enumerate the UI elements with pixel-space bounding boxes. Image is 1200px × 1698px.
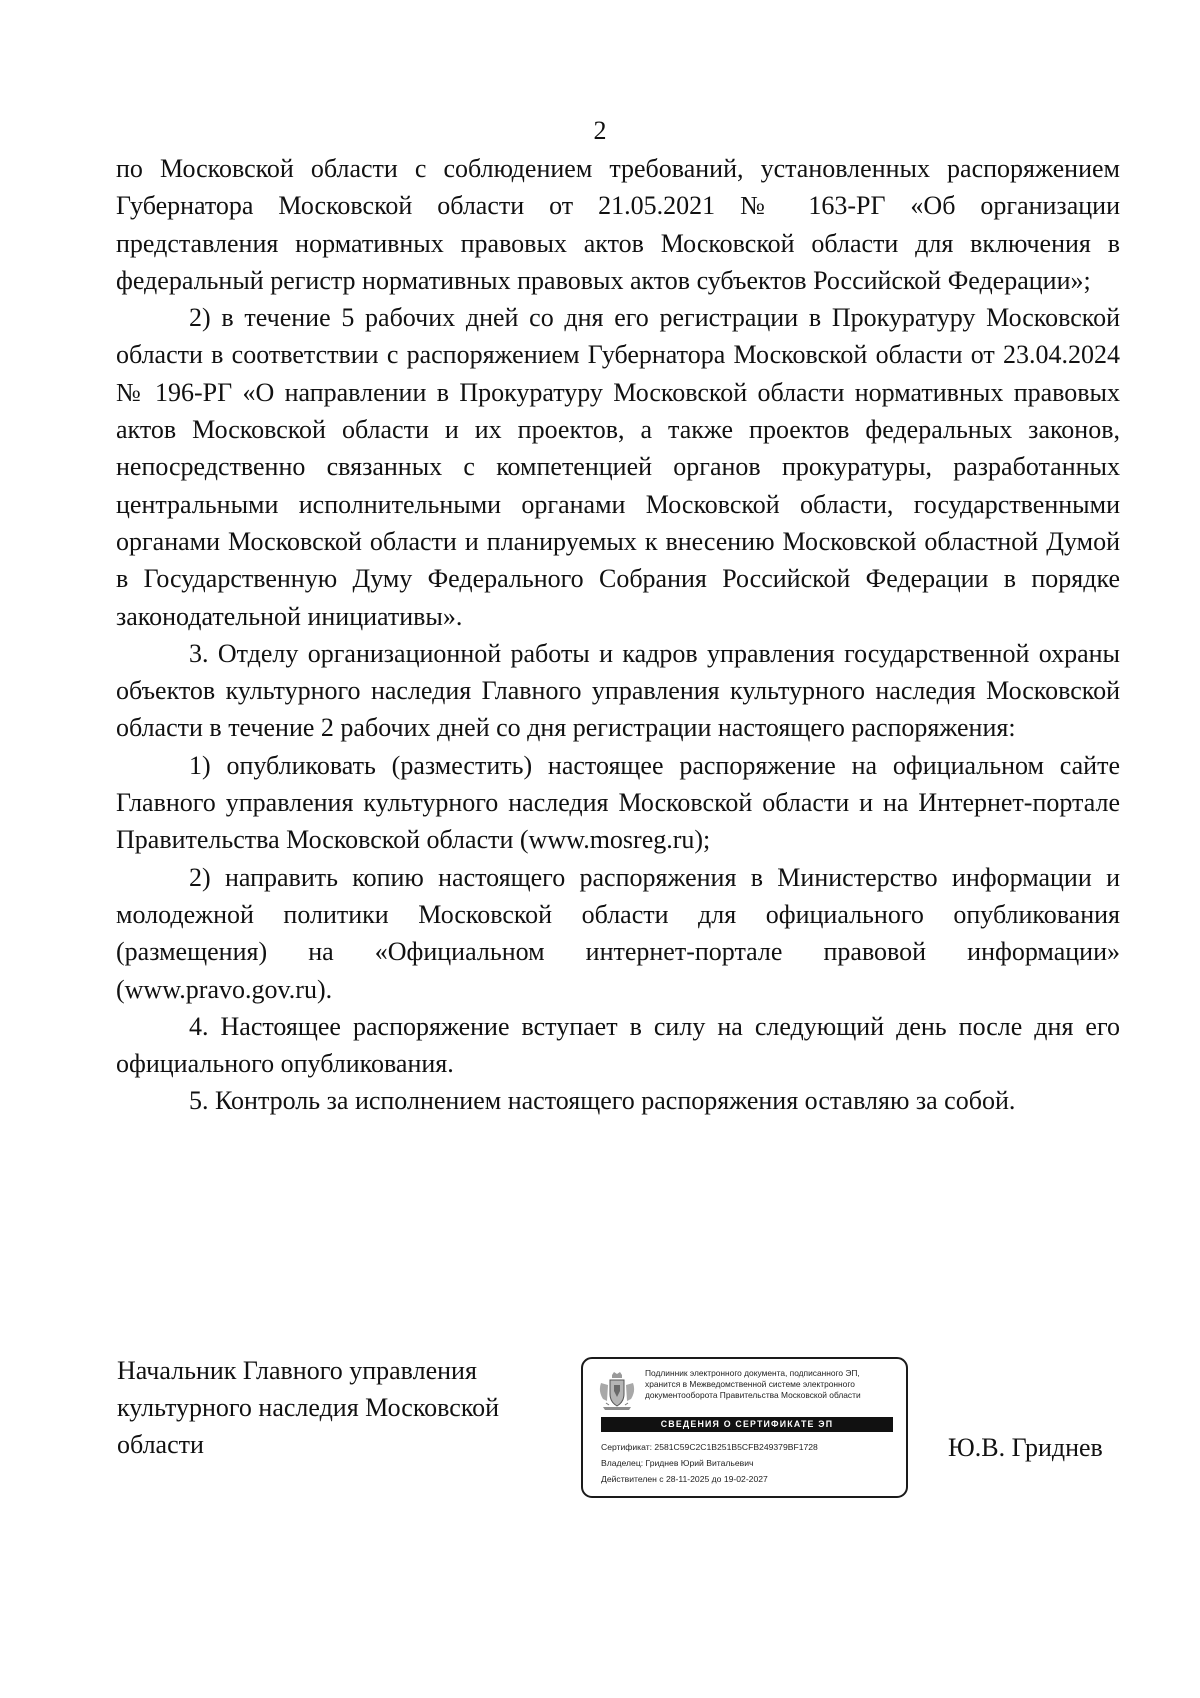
stamp-note-line: Подлинник электронного документа, подписанного ЭП, (645, 1368, 860, 1378)
paragraph-item-2-prosecutor: 2) в течение 5 рабочих дней со дня его регистрации в Прокуратуру Московской области в соответствии с распоряжением Губернатора Московской области от 23.04.2024 № 196-РГ «О направлении в Прокуратуру Московской области нормативных правовых актов Московской области и их проектов, а также проектов федеральных законов, непосредственно связанных с компетенцией органов прокуратуры, разработанных центральными исполнительными органами Московской области, государственными органами Московской области и планируемых к внесению Московской областной Думой в Государственную Думу Федерального Собрания Российской Федерации в порядке законодательной инициативы». (116, 303, 1120, 631)
paragraph-item-5: 5. Контроль за исполнением настоящего распоряжения оставляю за собой. (189, 1086, 1016, 1116)
stamp-owner: Владелец: Гриднев Юрий Витальевич (601, 1458, 754, 1468)
electronic-signature-stamp (581, 1357, 908, 1498)
signatory-position-line: области (117, 1430, 204, 1459)
signatory-position-line: Начальник Главного управления (117, 1356, 477, 1385)
stamp-header: СВЕДЕНИЯ О СЕРТИФИКАТЕ ЭП (601, 1417, 893, 1432)
paragraph-item-3-2-send-copy: 2) направить копию настоящего распоряжения в Министерство информации и молодежной политики Московской области для официального опубликования (размещения) на «Официальном интернет-портале правовой информации» (www.pravo.gov.ru). (116, 862, 1120, 1004)
paragraph-item-3-1-publish: 1) опубликовать (разместить) настоящее распоряжение на официальном сайте Главного управления культурного наследия Московской области и на Интернет-портале Правительства Московской области (www.mosreg.ru); (116, 750, 1120, 855)
moscow-oblast-coat-of-arms-icon (595, 1369, 639, 1413)
paragraph-item-3: 3. Отделу организационной работы и кадров управления государственной охраны объектов культурного наследия Главного управления культурного наследия Московской области в течение 2 рабочих дней со дня регистрации настоящего распоряжения: (116, 638, 1120, 743)
stamp-note (645, 1368, 903, 1401)
stamp-certificate: Сертификат: 2581C59C2C1B251B5CFB249379BF1728 (601, 1442, 818, 1452)
document-body (116, 150, 1120, 1120)
stamp-note-line: хранится в Межведомственной системе электронного (645, 1379, 855, 1389)
stamp-validity: Действителен с 28-11-2025 до 19-02-2027 (601, 1474, 768, 1484)
signatory-position (117, 1352, 557, 1463)
signatory-position-line: культурного наследия Московской (117, 1393, 500, 1422)
paragraph-continuation: по Московской области с соблюдением требований, установленных распоряжением Губернатора Московской области от 21.05.2021 № 163-РГ «Об организации представления нормативных правовых актов Московской области для включения в федеральный регистр нормативных правовых актов субъектов Российской Федерации»; (116, 154, 1120, 295)
page-number: 2 (593, 116, 607, 145)
signatory-name: Ю.В. Гриднев (948, 1433, 1103, 1462)
stamp-note-line: документооборота Правительства Московской области (645, 1390, 861, 1400)
paragraph-item-4: 4. Настоящее распоряжение вступает в силу на следующий день после дня его официального опубликования. (116, 1011, 1120, 1079)
